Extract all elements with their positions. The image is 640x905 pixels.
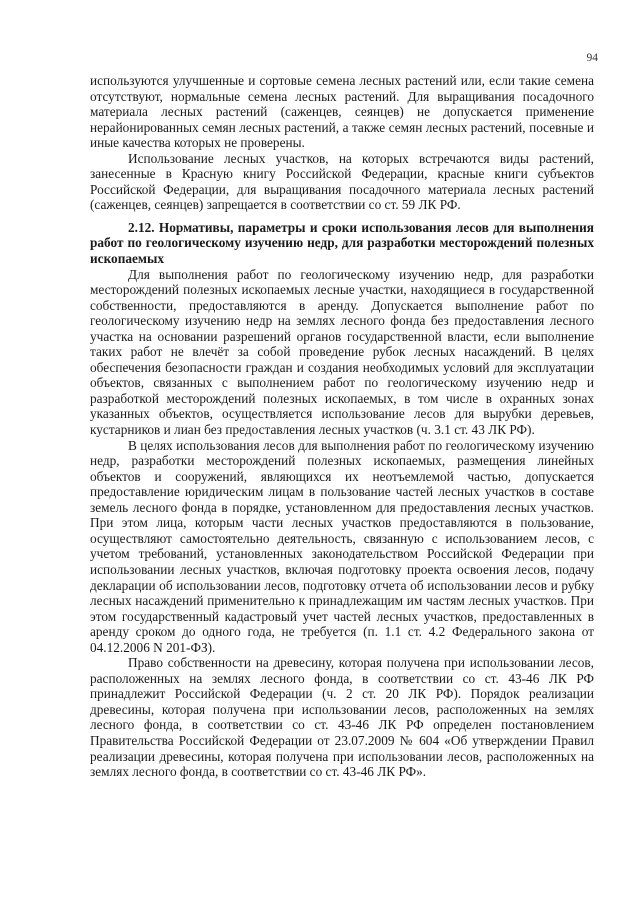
paragraph-red-book: Использование лесных участков, на которых встречаются виды растений, занесенные в Красную книгу Российской Федерации, красные книги субъектов Российской Федерации, для выращивания посадочного материала лесных растений (саженцев, сеянцев) запрещается в соответствии со ст. 59 ЛК РФ. [90, 150, 594, 213]
paragraph-geological-works: Для выполнения работ по геологическому изучению недр, для разработки месторождений полезных ископаемых лесные участки, находящиеся в государственной собственности, предоставляются в аренду. Допускается выполнение работ по геологическому изучению недр на землях лесного фонда без предоставления лесного участка на основании разрешений органов государственной власти, если выполнение таких работ не влечёт за собой проведение рубок лесных насаждений. В целях обеспечения безопасности граждан и создания необходимых условий для эксплуатации объектов, связанных с выполнением работ по геологическому изучению недр и разработкой месторождений полезных ископаемых, в том числе в охранных зонах указанных объектов, осуществляется использование лесов для вырубки деревьев, кустарников и лиан без предоставления лесных участков (ч. 3.1 ст. 43 ЛК РФ). [90, 266, 594, 438]
paragraph-parts-of-plots: В целях использования лесов для выполнения работ по геологическому изучению недр, разработки месторождений полезных ископаемых, размещения линейных объектов и сооружений, являющихся их неотъемлемой частью, допускается предоставление юридическим лицам в пользование частей лесных участков в составе земель лесного фонда в порядке, установленном для предоставления лесных участков. При этом лица, которым части лесных участков предоставляются в пользование, осуществляют самостоятельно деятельность, связанную с использованием лесов, с учетом требований, установленных законодательством Российской Федерации при использовании лесных участков, включая подготовку проекта освоения лесов, подачу декларации об использовании лесов, подготовку отчета об использовании лесов и рубку лесных насаждений применительно к принадлежащим им частям лесных участков. При этом государственный кадастровый учет частей лесных участков, предоставленных в аренду сроком до одного года, не требуется (п. 1.1 ст. 4.2 Федерального закона от 04.12.2006 N 201-ФЗ). [90, 437, 594, 655]
document-body [90, 73, 594, 780]
paragraph-wood-ownership: Право собственности на древесину, которая получена при использовании лесов, расположенных на землях лесного фонда, в соответствии со ст. 43-46 ЛК РФ принадлежит Российской Федерации (ч. 2 ст. 20 ЛК РФ). Порядок реализации древесины, которая получена при использовании лесов, расположенных на землях лесного фонда, в соответствии со ст. 43-46 ЛК РФ определен постановлением Правительства Российской Федерации от 23.07.2009 № 604 «Об утверждении Правил реализации древесины, которая получена при использовании лесов, расположенных на землях лесного фонда, в соответствии со ст. 43-46 ЛК РФ». [90, 655, 594, 780]
spacer [90, 213, 594, 220]
page-number: 94 [586, 52, 598, 64]
paragraph-seeds: используются улучшенные и сортовые семена лесных растений или, если такие семена отсутствуют, нормальные семена лесных растений. Для выращивания посадочного материала лесных растений (саженцев, сеянцев) не допускается применение нерайонированных семян лесных растений, а также семян лесных растений, посевные и иные качества которых не проверены. [90, 73, 594, 151]
section-heading: 2.12. Нормативы, параметры и сроки использования лесов для выполнения работ по геологическому изучению недр, для разработки месторождений полезных ископаемых [90, 219, 594, 267]
